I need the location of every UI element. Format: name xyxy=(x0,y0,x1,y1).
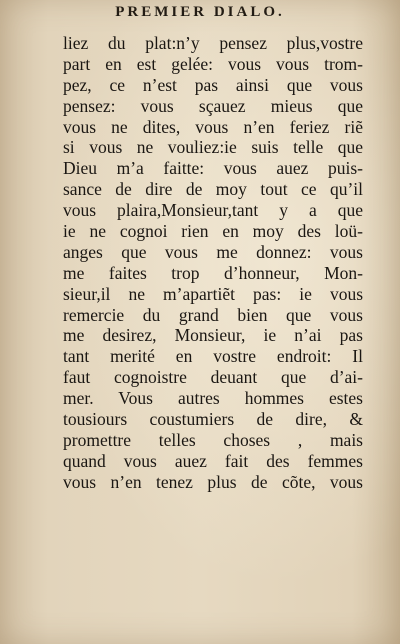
text-line-11: anges que vous me donnez: vous xyxy=(63,241,363,262)
text-line-3: pez, ce n’est pas ainsi que vous xyxy=(63,74,363,95)
text-line-15: me desirez, Monsieur, ie n’ai pas xyxy=(63,325,363,346)
text-line-4: pensez: vous sçauez mieus que xyxy=(63,95,363,116)
text-line-12: me faites trop d’honneur, Mon- xyxy=(63,262,363,283)
text-line-7: Dieu m’a faitte: vous auez puis- xyxy=(63,158,363,179)
text-line-22: vous n’en tenez plus de cõte, vous xyxy=(63,471,363,492)
text-line-21: quand vous auez fait des femmes xyxy=(63,450,363,471)
text-block xyxy=(63,33,363,493)
text-line-19: tousiours coustumiers de dire, & xyxy=(63,409,363,430)
running-title: PREMIER DIALO. xyxy=(115,4,285,20)
text-line-14: remercie du grand bien que vous xyxy=(63,304,363,325)
text-line-16: tant merité en vostre endroit: Il xyxy=(63,346,363,367)
text-line-13: sieur,il ne m’apartiẽt pas: ie vous xyxy=(63,283,363,304)
text-line-9: vous plaira,Monsieur,tant y a que xyxy=(63,200,363,221)
text-line-1: liez du plat:n’y pensez plus,vostre xyxy=(63,33,363,53)
text-line-6: si vous ne vouliez:ie suis telle que xyxy=(63,137,363,158)
text-line-18: mer. Vous autres hommes estes xyxy=(63,388,363,409)
text-line-20: promettre telles choses , mais xyxy=(63,429,363,450)
text-line-17: faut cognoistre deuant que d’ai- xyxy=(63,367,363,388)
text-line-5: vous ne dites, vous n’en feriez riẽ xyxy=(63,116,363,137)
text-line-8: sance de dire de moy tout ce qu’il xyxy=(63,179,363,200)
text-line-10: ie ne cognoi rien en moy des loü- xyxy=(63,221,363,242)
text-line-2: part en est gelée: vous vous trom- xyxy=(63,53,363,74)
